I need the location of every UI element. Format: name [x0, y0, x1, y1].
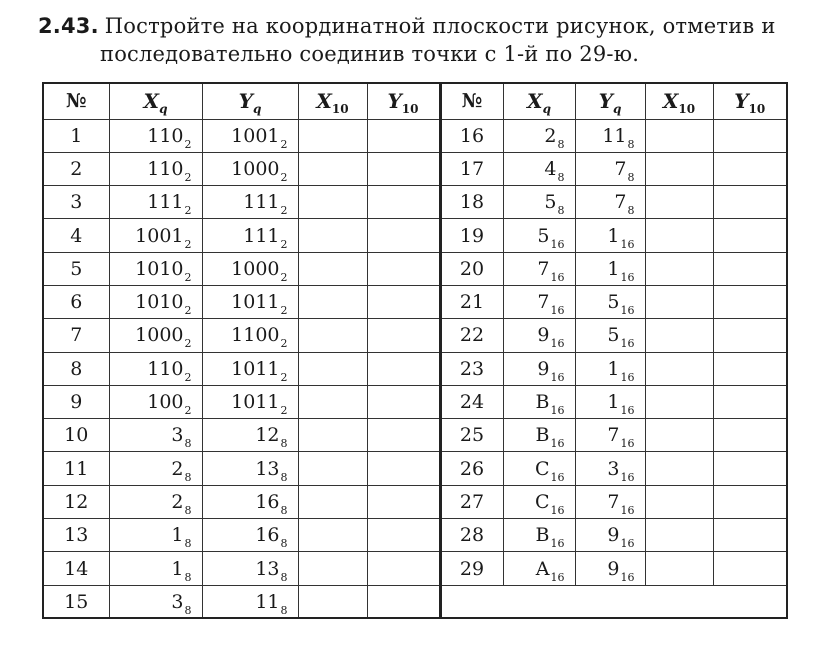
x10-answer-cell[interactable]	[298, 285, 367, 318]
table-row	[43, 485, 787, 518]
task-text-line1: Постройте на координатной плоскости рисунок, отметив и	[104, 14, 776, 38]
x10-answer-cell[interactable]	[645, 186, 713, 219]
x-value-cell: $2_8$	[503, 119, 575, 152]
y-value-cell: $7_{16}$	[575, 419, 645, 452]
y10-answer-cell[interactable]	[713, 219, 787, 252]
x10-answer-cell[interactable]	[298, 186, 367, 219]
point-number-cell: 6	[43, 285, 109, 318]
x-value-cell: $1_8$	[109, 519, 202, 552]
table-row	[43, 285, 787, 318]
table-row	[43, 352, 787, 385]
point-number-cell: 5	[43, 252, 109, 285]
header-yq-right: $Y_q$	[575, 83, 645, 119]
point-number-cell: 2	[43, 152, 109, 185]
x-value-cell: $110_2$	[109, 352, 202, 385]
x10-answer-cell[interactable]	[298, 585, 367, 618]
table-row	[43, 385, 787, 418]
x10-answer-cell[interactable]	[645, 452, 713, 485]
point-number-cell: 20	[440, 252, 503, 285]
y10-answer-cell[interactable]	[713, 285, 787, 318]
point-number-cell: 16	[440, 119, 503, 152]
point-number-cell: 9	[43, 385, 109, 418]
y-value-cell: $16_8$	[202, 519, 298, 552]
y10-answer-cell[interactable]	[713, 152, 787, 185]
x-value-cell: $110_2$	[109, 119, 202, 152]
y10-answer-cell[interactable]	[713, 485, 787, 518]
y-value-cell: $7_8$	[575, 152, 645, 185]
point-number-cell: 18	[440, 186, 503, 219]
y10-answer-cell[interactable]	[713, 519, 787, 552]
x10-answer-cell[interactable]	[645, 319, 713, 352]
header-number-right: №	[440, 83, 503, 119]
x10-answer-cell[interactable]	[298, 485, 367, 518]
header-number-left: №	[43, 83, 109, 119]
table-row	[43, 252, 787, 285]
y-value-cell: $1_{16}$	[575, 219, 645, 252]
x-value-cell: $9_{16}$	[503, 352, 575, 385]
y10-answer-cell[interactable]	[367, 452, 440, 485]
y10-answer-cell[interactable]	[367, 319, 440, 352]
point-number-cell: 26	[440, 452, 503, 485]
y-value-cell: $1100_2$	[202, 319, 298, 352]
x-value-cell: $1000_2$	[109, 319, 202, 352]
x10-answer-cell[interactable]	[645, 352, 713, 385]
empty-cell-block	[440, 585, 787, 618]
y-value-cell: $1000_2$	[202, 152, 298, 185]
x-value-cell: $7_{16}$	[503, 252, 575, 285]
table-row	[43, 152, 787, 185]
x10-answer-cell[interactable]	[298, 319, 367, 352]
task-number: 2.43.	[38, 14, 99, 38]
x-value-cell: $110_2$	[109, 152, 202, 185]
y-value-cell: $1001_2$	[202, 119, 298, 152]
y10-answer-cell[interactable]	[367, 419, 440, 452]
point-number-cell: 19	[440, 219, 503, 252]
point-number-cell: 13	[43, 519, 109, 552]
point-number-cell: 22	[440, 319, 503, 352]
y10-answer-cell[interactable]	[367, 519, 440, 552]
x-value-cell: $111_2$	[109, 186, 202, 219]
x-value-cell: $A_{16}$	[503, 552, 575, 585]
header-x10-left: $X_{10}$	[298, 83, 367, 119]
point-number-cell: 29	[440, 552, 503, 585]
point-number-cell: 12	[43, 485, 109, 518]
y10-answer-cell[interactable]	[713, 186, 787, 219]
y10-answer-cell[interactable]	[367, 152, 440, 185]
point-number-cell: 3	[43, 186, 109, 219]
y10-answer-cell[interactable]	[367, 352, 440, 385]
table-row	[43, 519, 787, 552]
x10-answer-cell[interactable]	[298, 519, 367, 552]
x10-answer-cell[interactable]	[298, 419, 367, 452]
x-value-cell: $C_{16}$	[503, 485, 575, 518]
x-value-cell: $1001_2$	[109, 219, 202, 252]
table-row	[43, 419, 787, 452]
table-row	[43, 452, 787, 485]
x10-answer-cell[interactable]	[298, 252, 367, 285]
y10-answer-cell[interactable]	[713, 119, 787, 152]
table-row	[43, 585, 787, 618]
x-value-cell: $B_{16}$	[503, 385, 575, 418]
header-xq-left: $X_q$	[109, 83, 202, 119]
point-number-cell: 10	[43, 419, 109, 452]
y10-answer-cell[interactable]	[367, 485, 440, 518]
x10-answer-cell[interactable]	[645, 285, 713, 318]
point-number-cell: 27	[440, 485, 503, 518]
x10-answer-cell[interactable]	[298, 385, 367, 418]
point-number-cell: 8	[43, 352, 109, 385]
x-value-cell: $3_8$	[109, 419, 202, 452]
y-value-cell: $1011_2$	[202, 385, 298, 418]
x10-answer-cell[interactable]	[645, 519, 713, 552]
x-value-cell: $C_{16}$	[503, 452, 575, 485]
x10-answer-cell[interactable]	[645, 152, 713, 185]
x-value-cell: $100_2$	[109, 385, 202, 418]
table-row	[43, 119, 787, 152]
y10-answer-cell[interactable]	[713, 252, 787, 285]
coordinates-table	[42, 82, 788, 619]
y-value-cell: $11_8$	[575, 119, 645, 152]
point-number-cell: 17	[440, 152, 503, 185]
y10-answer-cell[interactable]	[367, 552, 440, 585]
x10-answer-cell[interactable]	[645, 419, 713, 452]
point-number-cell: 11	[43, 452, 109, 485]
y10-answer-cell[interactable]	[713, 352, 787, 385]
y10-answer-cell[interactable]	[367, 186, 440, 219]
x-value-cell: $2_8$	[109, 452, 202, 485]
point-number-cell: 1	[43, 119, 109, 152]
y-value-cell: $111_2$	[202, 219, 298, 252]
x-value-cell: $3_8$	[109, 585, 202, 618]
x-value-cell: $B_{16}$	[503, 419, 575, 452]
y-value-cell: $13_8$	[202, 552, 298, 585]
y-value-cell: $7_8$	[575, 186, 645, 219]
y10-answer-cell[interactable]	[713, 385, 787, 418]
x-value-cell: $1_8$	[109, 552, 202, 585]
y-value-cell: $7_{16}$	[575, 485, 645, 518]
header-yq-left: $Y_q$	[202, 83, 298, 119]
x10-answer-cell[interactable]	[645, 552, 713, 585]
x10-answer-cell[interactable]	[645, 119, 713, 152]
header-x10-right: $X_{10}$	[645, 83, 713, 119]
x-value-cell: $5_{16}$	[503, 219, 575, 252]
y-value-cell: $12_8$	[202, 419, 298, 452]
point-number-cell: 21	[440, 285, 503, 318]
y-value-cell: $1000_2$	[202, 252, 298, 285]
header-xq-right: $X_q$	[503, 83, 575, 119]
point-number-cell: 24	[440, 385, 503, 418]
y-value-cell: $9_{16}$	[575, 552, 645, 585]
x10-answer-cell[interactable]	[298, 352, 367, 385]
y10-answer-cell[interactable]	[367, 385, 440, 418]
point-number-cell: 15	[43, 585, 109, 618]
table-row	[43, 552, 787, 585]
point-number-cell: 23	[440, 352, 503, 385]
point-number-cell: 28	[440, 519, 503, 552]
x-value-cell: $5_8$	[503, 186, 575, 219]
header-y10-left: $Y_{10}$	[367, 83, 440, 119]
y-value-cell: $9_{16}$	[575, 519, 645, 552]
x10-answer-cell[interactable]	[298, 219, 367, 252]
table-row	[43, 219, 787, 252]
y-value-cell: $16_8$	[202, 485, 298, 518]
y-value-cell: $1011_2$	[202, 352, 298, 385]
y10-answer-cell[interactable]	[713, 452, 787, 485]
x10-answer-cell[interactable]	[298, 119, 367, 152]
y-value-cell: $3_{16}$	[575, 452, 645, 485]
x10-answer-cell[interactable]	[645, 385, 713, 418]
y-value-cell: $5_{16}$	[575, 319, 645, 352]
y-value-cell: $1_{16}$	[575, 252, 645, 285]
y-value-cell: $1_{16}$	[575, 352, 645, 385]
x10-answer-cell[interactable]	[298, 552, 367, 585]
y-value-cell: $13_8$	[202, 452, 298, 485]
y10-answer-cell[interactable]	[713, 552, 787, 585]
x10-answer-cell[interactable]	[645, 252, 713, 285]
x10-answer-cell[interactable]	[298, 152, 367, 185]
point-number-cell: 25	[440, 419, 503, 452]
x10-answer-cell[interactable]	[645, 485, 713, 518]
y10-answer-cell[interactable]	[367, 585, 440, 618]
point-number-cell: 4	[43, 219, 109, 252]
table-row	[43, 186, 787, 219]
header-y10-right: $Y_{10}$	[713, 83, 787, 119]
y-value-cell: $1011_2$	[202, 285, 298, 318]
y-value-cell: $11_8$	[202, 585, 298, 618]
y-value-cell: $111_2$	[202, 186, 298, 219]
x-value-cell: $7_{16}$	[503, 285, 575, 318]
y10-answer-cell[interactable]	[367, 119, 440, 152]
y-value-cell: $1_{16}$	[575, 385, 645, 418]
x-value-cell: $4_8$	[503, 152, 575, 185]
y10-answer-cell[interactable]	[367, 219, 440, 252]
task-text-line2: последовательно соединив точки с 1-й по 29-ю.	[100, 42, 640, 66]
x-value-cell: $9_{16}$	[503, 319, 575, 352]
task-statement	[38, 12, 798, 68]
x10-answer-cell[interactable]	[645, 219, 713, 252]
x-value-cell: $B_{16}$	[503, 519, 575, 552]
y10-answer-cell[interactable]	[367, 252, 440, 285]
table-row	[43, 319, 787, 352]
x-value-cell: $2_8$	[109, 485, 202, 518]
point-number-cell: 7	[43, 319, 109, 352]
y-value-cell: $5_{16}$	[575, 285, 645, 318]
x-value-cell: $1010_2$	[109, 285, 202, 318]
point-number-cell: 14	[43, 552, 109, 585]
y10-answer-cell[interactable]	[367, 285, 440, 318]
x10-answer-cell[interactable]	[298, 452, 367, 485]
x-value-cell: $1010_2$	[109, 252, 202, 285]
y10-answer-cell[interactable]	[713, 319, 787, 352]
y10-answer-cell[interactable]	[713, 419, 787, 452]
table-header-row	[43, 83, 787, 119]
